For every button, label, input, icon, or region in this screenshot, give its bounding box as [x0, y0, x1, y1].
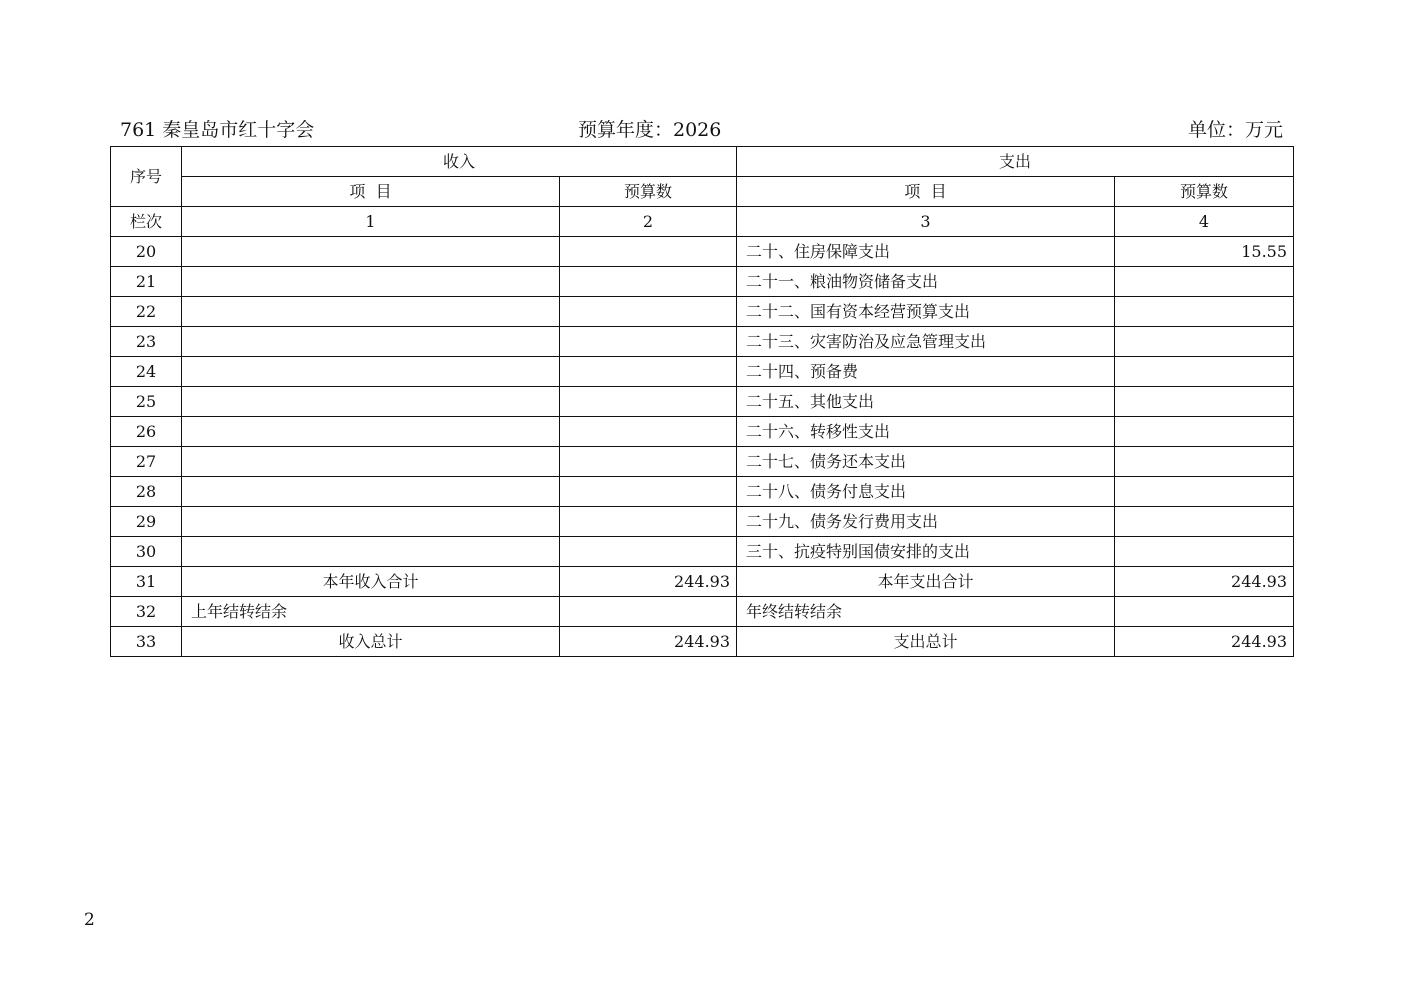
- total-row: [111, 597, 1294, 627]
- expense-value: [1115, 357, 1294, 387]
- income-item: [182, 447, 560, 477]
- budget-year: 预算年度：2026: [578, 119, 722, 141]
- page-number: 2: [84, 910, 95, 930]
- expense-value: [1115, 327, 1294, 357]
- expense-item: 二十八、债务付息支出: [737, 477, 1115, 507]
- expense-value: 244.93: [1115, 627, 1294, 657]
- lanci-label: 栏次: [111, 207, 182, 237]
- expense-value: [1115, 507, 1294, 537]
- org-title: 761 秦皇岛市红十字会: [120, 119, 315, 141]
- table-row: [111, 357, 1294, 387]
- expense-item: 二十、住房保障支出: [737, 237, 1115, 267]
- expense-value: [1115, 537, 1294, 567]
- income-item: [182, 267, 560, 297]
- income-value: [560, 417, 737, 447]
- table-row: [111, 327, 1294, 357]
- row-number: 21: [111, 267, 182, 297]
- income-group-header: 收入: [182, 147, 737, 177]
- expense-item: 二十三、灾害防治及应急管理支出: [737, 327, 1115, 357]
- income-item: [182, 297, 560, 327]
- col-num-3: 3: [737, 207, 1115, 237]
- income-item: [182, 237, 560, 267]
- expense-item: 年终结转结余: [737, 597, 1115, 627]
- lanci-row: [111, 207, 1294, 237]
- expense-item: 本年支出合计: [737, 567, 1115, 597]
- expense-item: 支出总计: [737, 627, 1115, 657]
- expense-value: 244.93: [1115, 567, 1294, 597]
- income-item: [182, 417, 560, 447]
- income-item: [182, 357, 560, 387]
- income-value: [560, 327, 737, 357]
- expense-value: [1115, 417, 1294, 447]
- row-number: 26: [111, 417, 182, 447]
- income-value: [560, 387, 737, 417]
- row-number: 27: [111, 447, 182, 477]
- income-item-header: 项 目: [182, 177, 560, 207]
- budget-table: [110, 146, 1294, 657]
- expense-item: 三十、抗疫特别国债安排的支出: [737, 537, 1115, 567]
- col-num-1: 1: [182, 207, 560, 237]
- table-row: [111, 267, 1294, 297]
- income-item: [182, 327, 560, 357]
- income-item: [182, 387, 560, 417]
- expense-item: 二十九、债务发行费用支出: [737, 507, 1115, 537]
- expense-value: 15.55: [1115, 237, 1294, 267]
- row-number: 28: [111, 477, 182, 507]
- income-item: 收入总计: [182, 627, 560, 657]
- income-value: [560, 267, 737, 297]
- expense-item: 二十二、国有资本经营预算支出: [737, 297, 1115, 327]
- income-item: [182, 507, 560, 537]
- expense-item: 二十七、债务还本支出: [737, 447, 1115, 477]
- seq-header: 序号: [111, 147, 182, 207]
- header-row-columns: [111, 177, 1294, 207]
- income-value: [560, 237, 737, 267]
- table-row: [111, 387, 1294, 417]
- row-number: 30: [111, 537, 182, 567]
- expense-item: 二十五、其他支出: [737, 387, 1115, 417]
- expense-value: [1115, 477, 1294, 507]
- expense-value: [1115, 387, 1294, 417]
- income-value: 244.93: [560, 627, 737, 657]
- row-number: 32: [111, 597, 182, 627]
- expense-value: [1115, 447, 1294, 477]
- table-row: [111, 417, 1294, 447]
- row-number: 31: [111, 567, 182, 597]
- table-row: [111, 237, 1294, 267]
- col-num-4: 4: [1115, 207, 1294, 237]
- table-row: [111, 477, 1294, 507]
- expense-item: 二十六、转移性支出: [737, 417, 1115, 447]
- total-row: [111, 567, 1294, 597]
- income-item: [182, 537, 560, 567]
- expense-item-header: 项 目: [737, 177, 1115, 207]
- income-value: 244.93: [560, 567, 737, 597]
- income-value: [560, 447, 737, 477]
- income-item: 上年结转结余: [182, 597, 560, 627]
- expense-group-header: 支出: [737, 147, 1294, 177]
- expense-item: 二十一、粮油物资储备支出: [737, 267, 1115, 297]
- income-value: [560, 597, 737, 627]
- expense-value: [1115, 597, 1294, 627]
- row-number: 25: [111, 387, 182, 417]
- income-value: [560, 297, 737, 327]
- table-row: [111, 507, 1294, 537]
- row-number: 22: [111, 297, 182, 327]
- income-item: 本年收入合计: [182, 567, 560, 597]
- income-value: [560, 507, 737, 537]
- col-num-2: 2: [560, 207, 737, 237]
- expense-value: [1115, 267, 1294, 297]
- table-row: [111, 447, 1294, 477]
- expense-value: [1115, 297, 1294, 327]
- row-number: 33: [111, 627, 182, 657]
- table-row: [111, 537, 1294, 567]
- row-number: 23: [111, 327, 182, 357]
- total-row: [111, 627, 1294, 657]
- income-budget-header: 预算数: [560, 177, 737, 207]
- expense-item: 二十四、预备费: [737, 357, 1115, 387]
- unit-label: 单位：万元: [1187, 119, 1283, 141]
- table-row: [111, 297, 1294, 327]
- row-number: 29: [111, 507, 182, 537]
- income-item: [182, 477, 560, 507]
- header-row-groups: [111, 147, 1294, 177]
- expense-budget-header: 预算数: [1115, 177, 1294, 207]
- income-value: [560, 357, 737, 387]
- row-number: 20: [111, 237, 182, 267]
- income-value: [560, 537, 737, 567]
- row-number: 24: [111, 357, 182, 387]
- income-value: [560, 477, 737, 507]
